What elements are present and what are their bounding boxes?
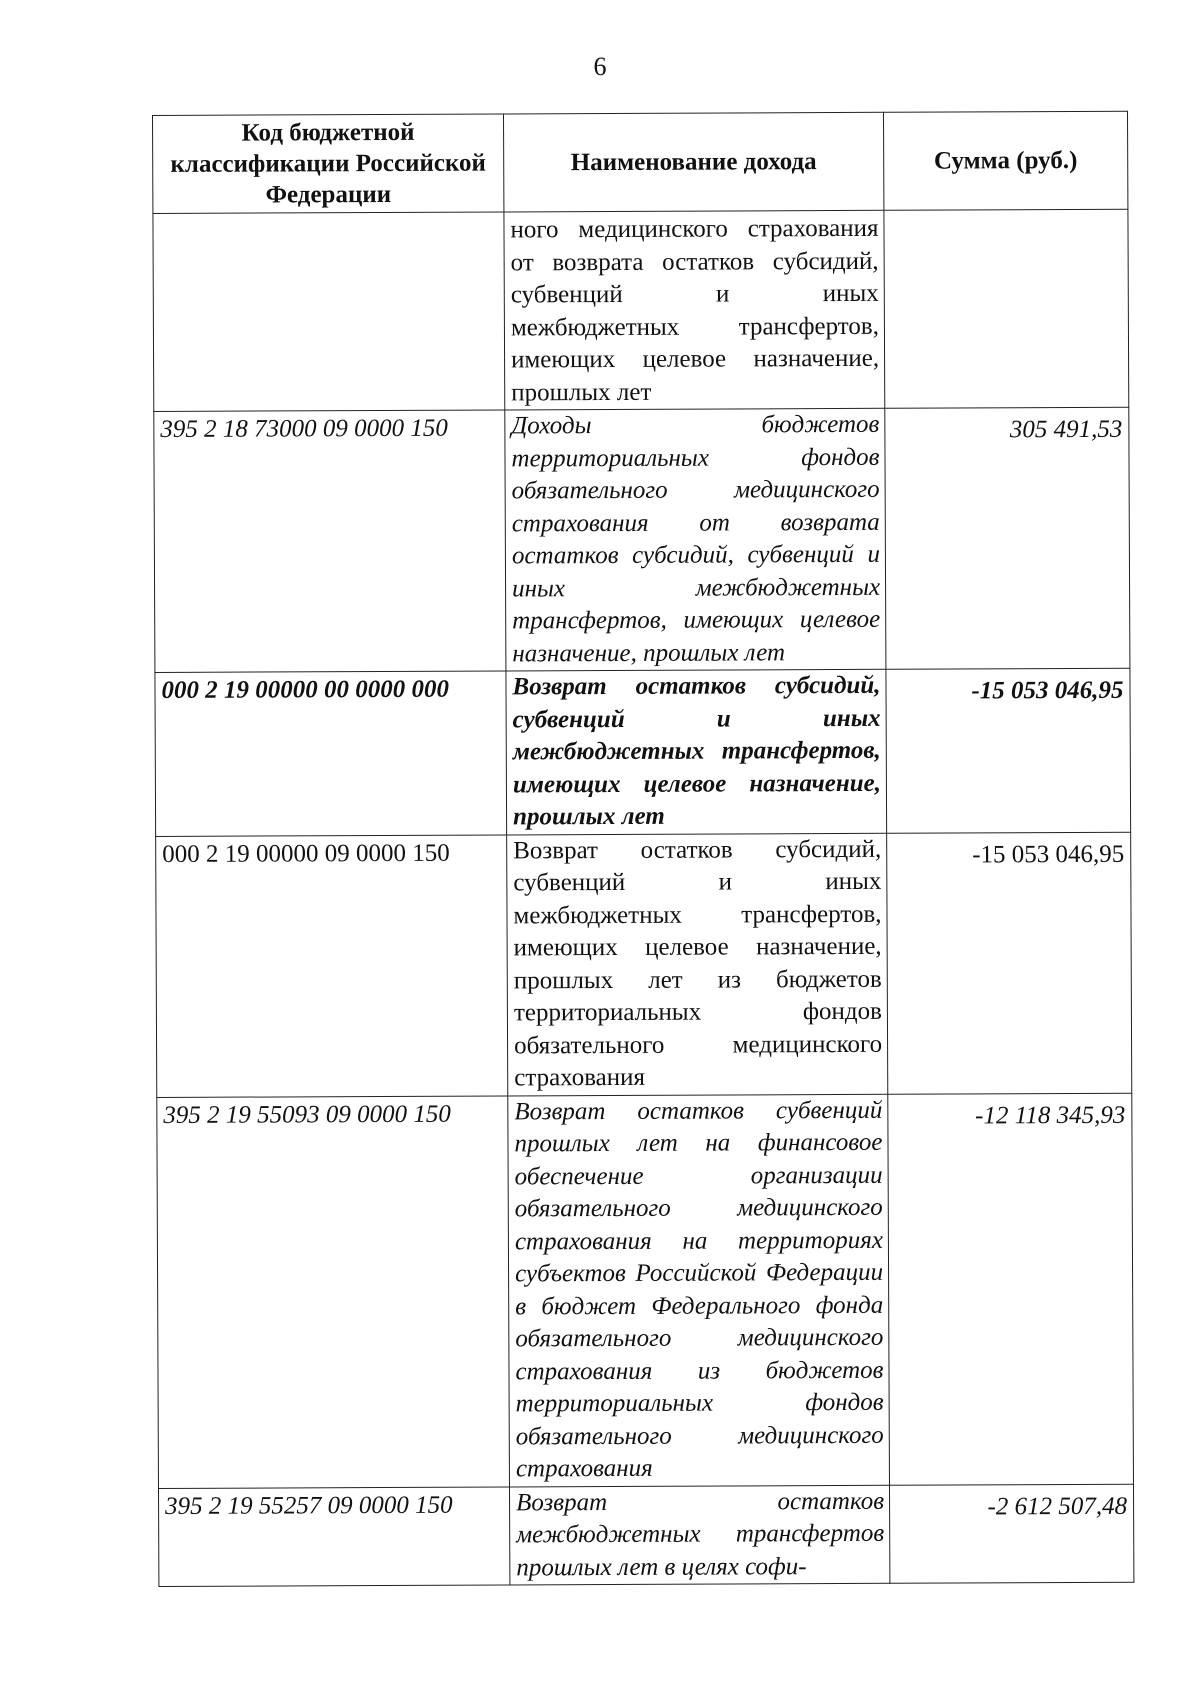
row-name: Возврат остатков субсидий, субвенций и иных межбюджетных трансфертов, имеющих целевое назначение, прошлых лет из бюджетов территориальных фондов обязательного медицинского страхования — [507, 833, 888, 1096]
revenue-table — [152, 111, 1134, 1587]
row-sum — [884, 209, 1129, 408]
row-code: 000 2 19 00000 00 0000 000 — [155, 671, 507, 836]
row-code: 395 2 18 73000 09 0000 150 — [154, 410, 506, 673]
table-row — [154, 407, 1130, 672]
table-row — [155, 668, 1131, 836]
row-sum: -15 053 046,95 — [887, 832, 1132, 1094]
row-name: Возврат остатков субвенций прошлых лет на финансовое обеспечение организации обязательного медицинского страхования на территориях субъектов Российской Федерации в бюджет Федерального фонда обязательного медицинского страхования из бюджетов территориальных фондов обязательного медицинского страхования — [508, 1094, 890, 1487]
row-name: Доходы бюджетов территориальных фондов обязательного медицинского страхования от возврата остатков субсидий, субвенций и иных межбюджетных трансфертов, имеющих целевое назначение, прошлых лет — [505, 408, 886, 671]
row-name: ного медицинского страхования от возврата остатков субсидий, субвенций и иных межбюджетных трансфертов, имеющих целевое назначение, прошлых лет — [504, 210, 885, 410]
table-row — [153, 209, 1129, 411]
header-code: Код бюджетной классификации Российской Федерации — [153, 114, 504, 214]
row-sum: -2 612 507,48 — [889, 1484, 1133, 1584]
row-sum: -12 118 345,93 — [888, 1093, 1134, 1485]
table-header-row — [153, 111, 1128, 213]
row-sum: 305 491,53 — [885, 407, 1130, 669]
row-sum: -15 053 046,95 — [886, 668, 1131, 833]
row-code — [153, 212, 505, 412]
row-name: Возврат остатков межбюджетных трансфертов прошлых лет в целях софи- — [509, 1485, 889, 1585]
table-row — [156, 832, 1132, 1097]
row-code: 395 2 19 55257 09 0000 150 — [158, 1486, 509, 1586]
row-code: 000 2 19 00000 09 0000 150 — [156, 834, 508, 1097]
header-name: Наименование дохода — [503, 112, 883, 212]
row-code: 395 2 19 55093 09 0000 150 — [157, 1095, 510, 1488]
table-row — [157, 1093, 1134, 1488]
page-number: 6 — [593, 52, 607, 81]
table-row — [158, 1484, 1133, 1587]
header-sum: Сумма (руб.) — [883, 111, 1127, 210]
row-name: Возврат остатков субсидий, субвенций и иных межбюджетных трансфертов, имеющих целевое назначение, прошлых лет — [506, 669, 887, 834]
